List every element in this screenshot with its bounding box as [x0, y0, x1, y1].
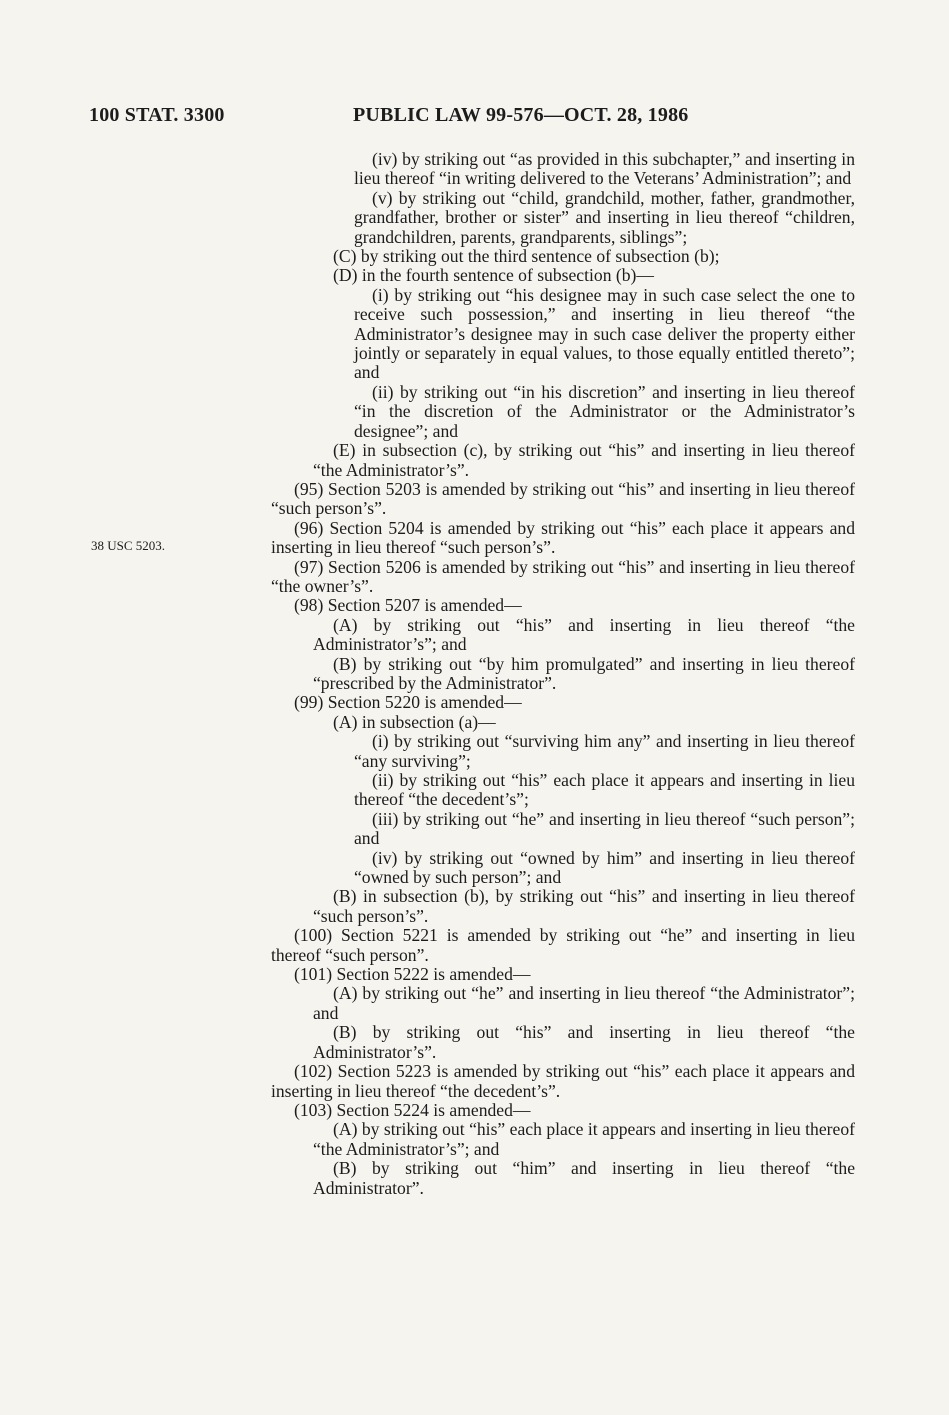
running-head: PUBLIC LAW 99-576—OCT. 28, 1986: [353, 104, 689, 126]
paragraph: (iv) by striking out “owned by him” and inserting in lieu thereof “owned by such person”; and: [354, 847, 855, 888]
paragraph: (C) by striking out the third sentence of subsection (b);: [333, 246, 720, 267]
paragraph: (A) by striking out “his” each place it appears and inserting in lieu thereof “the Administrator’s”; and: [313, 1119, 855, 1159]
paragraph: (97) Section 5206 is amended by striking out “his” and inserting in lieu thereof “the owner’s”.: [271, 556, 855, 596]
paragraph: (D) in the fourth sentence of subsection (b)—: [333, 265, 654, 286]
paragraph: (B) by striking out “him” and inserting in lieu thereof “the Administrator”.: [313, 1158, 855, 1198]
paragraph: (103) Section 5224 is amended—: [294, 1099, 531, 1120]
paragraph: (B) by striking out “by him promulgated” and inserting in lieu thereof “prescribed by the Administrator”.: [313, 653, 855, 693]
paragraph: (E) in subsection (c), by striking out “his” and inserting in lieu thereof “the Administrator’s”.: [313, 440, 855, 480]
paragraph: (98) Section 5207 is amended—: [294, 595, 522, 616]
paragraph: (101) Section 5222 is amended—: [294, 964, 531, 985]
margin-note: 38 USC 5203.: [91, 538, 166, 553]
paragraph: (B) in subsection (b), by striking out “his” and inserting in lieu thereof “such person’s”.: [313, 886, 855, 926]
paragraph: (100) Section 5221 is amended by striking out “he” and inserting in lieu thereof “such person”.: [271, 925, 855, 965]
paragraph: (A) by striking out “he” and inserting in lieu thereof “the Administrator”; and: [313, 983, 855, 1023]
paragraph: (102) Section 5223 is amended by striking out “his” each place it appears and inserting in lieu thereof “the decedent’s”.: [271, 1061, 855, 1101]
paragraph: (95) Section 5203 is amended by striking out “his” and inserting in lieu thereof “such person’s”.: [271, 478, 855, 519]
paragraph: (99) Section 5220 is amended—: [294, 692, 522, 713]
paragraph: (ii) by striking out “his” each place it appears and inserting in lieu thereof “the decedent’s”;: [354, 770, 855, 810]
paragraph: (B) by striking out “his” and inserting in lieu thereof “the Administrator’s”.: [313, 1022, 855, 1062]
paragraph: (A) by striking out “his” and inserting in lieu thereof “the Administrator’s”; and: [313, 614, 855, 655]
paragraph: (i) by striking out “his designee may in such case select the one to receive such possession,” and inserting in lieu thereof “the Administrator’s designee may in such case deliver the property either jointly or separately in equal values, to those equally entitled thereto”; and: [354, 284, 855, 383]
paragraph: (ii) by striking out “in his discretion” and inserting in lieu thereof “in the discretion of the Administrator or the Administrator’s designee”; and: [354, 381, 855, 441]
body-text: [271, 150, 855, 1198]
paragraph: (i) by striking out “surviving him any” and inserting in lieu thereof “any surviving”;: [354, 731, 855, 771]
paragraph: (iii) by striking out “he” and inserting in lieu thereof “such person”; and: [354, 808, 855, 849]
paragraph: (iv) by striking out “as provided in this subchapter,” and inserting in lieu thereof “in writing delivered to the Veterans’ Administration”; and: [354, 149, 855, 189]
paragraph: (v) by striking out “child, grandchild, mother, father, grandmother, grandfather, brother or sister” and inserting in lieu thereof “children, grandchildren, parents, grandparents, siblings”;: [354, 187, 855, 247]
paragraph: (96) Section 5204 is amended by striking out “his” each place it appears and inserting in lieu thereof “such person’s”.: [271, 517, 855, 558]
paragraph: (A) in subsection (a)—: [333, 711, 496, 732]
page-number: 100 STAT. 3300: [89, 104, 225, 126]
